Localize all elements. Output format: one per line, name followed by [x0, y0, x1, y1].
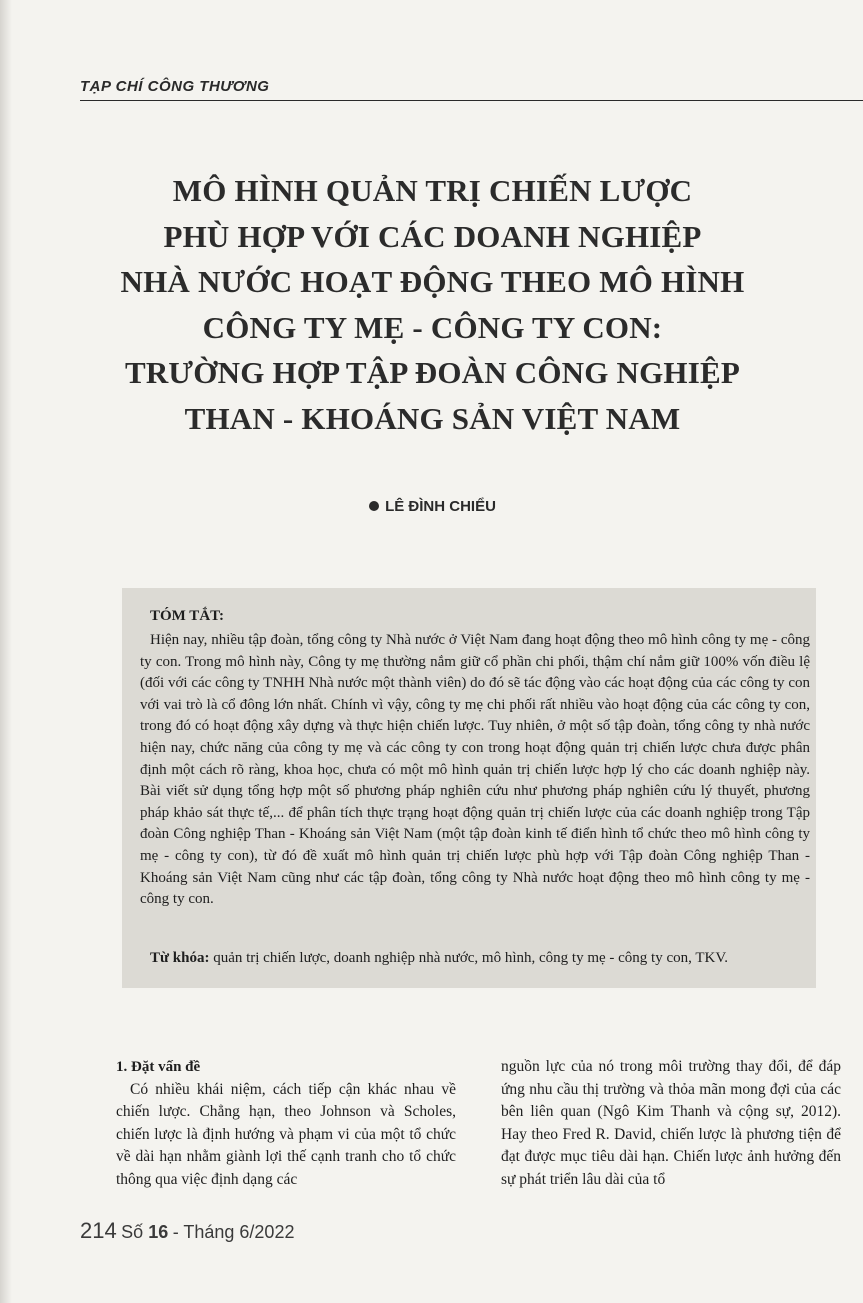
page-footer	[80, 1218, 294, 1244]
body-paragraph-left: Có nhiều khái niệm, cách tiếp cận khác nhau về chiến lược. Chẳng hạn, theo Johnson và Scholes, chiến lược là định hướng và phạm vi của một tổ chức về dài hạn nhằm giành lợi thế cạnh tranh cho tổ chức thông qua việc định dạng các	[116, 1080, 456, 1188]
page-edge	[0, 0, 12, 1303]
article-title	[80, 168, 785, 442]
title-line-5: TRƯỜNG HỢP TẬP ĐOÀN CÔNG NGHIỆP	[124, 355, 741, 391]
journal-header: TẠP CHÍ CÔNG THƯƠNG	[80, 78, 270, 95]
keywords-label: Từ khóa:	[150, 950, 210, 966]
section-heading: 1. Đặt vấn đề	[116, 1059, 201, 1075]
keywords-line	[150, 948, 810, 969]
issue-info	[121, 1222, 168, 1242]
bullet-dot-icon	[369, 501, 379, 511]
issue-label: Số	[121, 1222, 144, 1242]
header-rule	[80, 100, 863, 101]
author-name: LÊ ĐÌNH CHIỂU	[385, 498, 496, 515]
title-line-4: CÔNG TY MẸ - CÔNG TY CON:	[202, 309, 663, 345]
body-column-left	[116, 1056, 456, 1191]
issue-number: 16	[148, 1222, 169, 1242]
body-column-right	[501, 1056, 841, 1191]
abstract-body: Hiện nay, nhiều tập đoàn, tổng công ty Nhà nước ở Việt Nam đang hoạt động theo mô hình công ty mẹ - công ty con. Trong mô hình này, Công ty mẹ thường nắm giữ cổ phần chi phối, thậm chí nắm giữ 100% vốn điều lệ (đối với các công ty TNHH Nhà nước một thành viên) do đó sẽ tác động vào các hoạt động của các công ty con với vai trò là cổ đông lớn nhất. Chính vì vậy, công ty mẹ chi phối rất nhiều vào hoạt động của các công ty con, trong đó có hoạt động xây dựng và thực hiện chiến lược. Tuy nhiên, ở một số tập đoàn, tổng công ty nhà nước hiện nay, chức năng của công ty mẹ và các công ty con trong hoạt động quản trị chiến lược chưa được phân định một cách rõ ràng, khoa học, chưa có một mô hình quản trị chiến lược hợp lý cho các doanh nghiệp này. Bài viết sử dụng tổng hợp một số phương pháp nghiên cứu như phương pháp nghiên cứu lý thuyết, phương pháp khảo sát thực tế,... để phân tích thực trạng hoạt động quản trị chiến lược của các doanh nghiệp trong Tập đoàn Công nghiệp Than - Khoáng sản Việt Nam (một tập đoàn kinh tế điển hình tổ chức theo mô hình công ty mẹ - công ty con), từ đó đề xuất mô hình quản trị chiến lược phù hợp với Tập đoàn Công nghiệp Than - Khoáng sản Việt Nam cũng như các tập đoàn, tổng công ty Nhà nước hoạt động theo mô hình công ty mẹ - công ty con.	[140, 632, 810, 908]
title-line-2: PHÙ HỢP VỚI CÁC DOANH NGHIỆP	[163, 218, 702, 254]
keywords-text: quản trị chiến lược, doanh nghiệp nhà nước, mô hình, công ty mẹ - công ty con, TKV.	[209, 950, 728, 966]
issue-date: - Tháng 6/2022	[172, 1222, 295, 1242]
abstract-heading: TÓM TẮT:	[150, 608, 225, 624]
title-line-1: MÔ HÌNH QUẢN TRỊ CHIẾN LƯỢC	[172, 173, 693, 208]
page-number: 214	[80, 1218, 117, 1243]
title-line-6: THAN - KHOÁNG SẢN VIỆT NAM	[184, 400, 681, 436]
author-line	[80, 498, 785, 515]
body-paragraph-right: nguồn lực của nó trong môi trường thay đổi, để đáp ứng nhu cầu thị trường và thỏa mãn mong đợi của các bên liên quan (Ngô Kim Thanh và cộng sự, 2012). Hay theo Fred R. David, chiến lược là phương tiện để đạt được mục tiêu dài hạn. Chiến lược ảnh hưởng đến sự phát triển lâu dài của tổ	[501, 1058, 841, 1188]
title-line-3: NHÀ NƯỚC HOẠT ĐỘNG THEO MÔ HÌNH	[120, 264, 745, 300]
